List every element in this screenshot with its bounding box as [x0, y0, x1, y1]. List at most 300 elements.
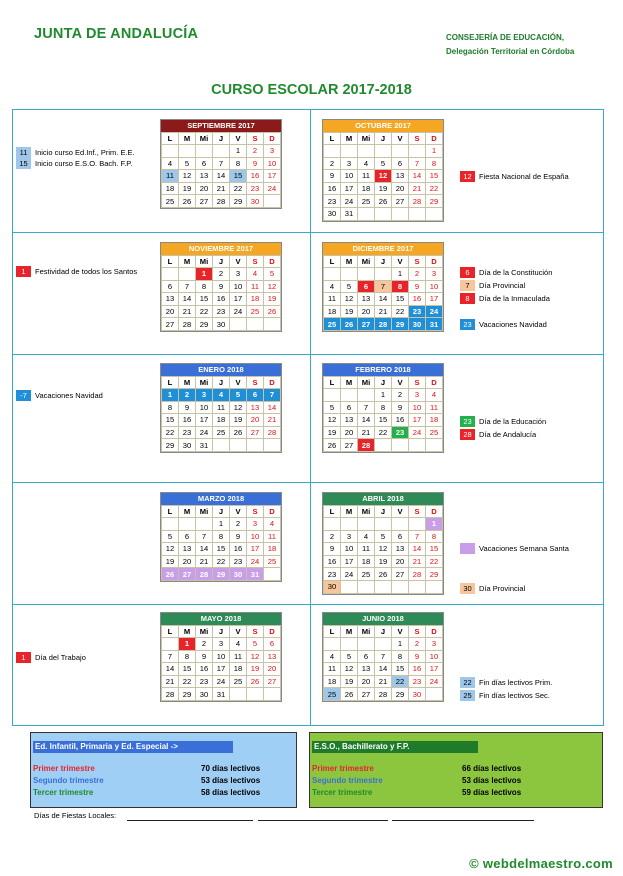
day-cell: 29: [196, 318, 213, 331]
day-cell: 9: [213, 280, 230, 293]
day-cell: 4: [426, 389, 443, 402]
day-cell: 16: [213, 293, 230, 306]
weekday-header: V: [392, 256, 409, 268]
day-cell: 25: [162, 195, 179, 208]
weekday-header: Mi: [358, 377, 375, 389]
empty-day-cell: [179, 145, 196, 158]
day-cell: 16: [392, 414, 409, 427]
day-cell: 23: [230, 555, 247, 568]
day-cell: 16: [179, 414, 196, 427]
day-cell: 20: [264, 663, 281, 676]
frame-divider: [12, 482, 604, 483]
day-cell: 6: [358, 280, 375, 293]
legend-swatch: 1: [16, 266, 31, 277]
legend-text: Día Provincial: [479, 584, 526, 593]
empty-day-cell: [179, 268, 196, 281]
day-cell: 13: [247, 401, 264, 414]
legend-text: Vacaciones Navidad: [35, 391, 103, 400]
month-grid: [323, 132, 443, 221]
empty-day-cell: [358, 207, 375, 220]
summary-row-label: Primer trimestre: [33, 764, 95, 773]
day-cell: 5: [375, 157, 392, 170]
day-cell: 11: [358, 543, 375, 556]
empty-day-cell: [392, 580, 409, 593]
day-cell: 18: [358, 182, 375, 195]
day-cell: 6: [196, 157, 213, 170]
day-cell: 3: [213, 638, 230, 651]
month-header: MAYO 2018: [161, 613, 281, 625]
day-cell: 6: [358, 650, 375, 663]
weekday-header: V: [230, 256, 247, 268]
day-cell: 21: [409, 555, 426, 568]
day-cell: 1: [230, 145, 247, 158]
day-cell: 28: [196, 568, 213, 581]
empty-day-cell: [426, 580, 443, 593]
day-cell: 8: [392, 650, 409, 663]
day-cell: 27: [392, 195, 409, 208]
day-cell: 29: [426, 195, 443, 208]
month-header: OCTUBRE 2017: [323, 120, 443, 132]
day-cell: 15: [392, 663, 409, 676]
weekday-header: L: [324, 506, 341, 518]
day-cell: 29: [392, 318, 409, 331]
day-cell: 28: [409, 195, 426, 208]
day-cell: 24: [341, 568, 358, 581]
day-cell: 2: [213, 268, 230, 281]
day-cell: 1: [196, 268, 213, 281]
day-cell: 1: [392, 638, 409, 651]
day-cell: 4: [324, 650, 341, 663]
day-cell: 4: [358, 157, 375, 170]
day-cell: 13: [392, 543, 409, 556]
legend-item: [460, 280, 525, 291]
day-cell: 17: [426, 663, 443, 676]
day-cell: 5: [264, 268, 281, 281]
weekday-header: J: [375, 133, 392, 145]
day-cell: 27: [358, 688, 375, 701]
month-grid: [161, 625, 281, 701]
day-cell: 27: [358, 318, 375, 331]
day-cell: 29: [179, 688, 196, 701]
empty-day-cell: [375, 207, 392, 220]
summary-primary: [30, 732, 297, 808]
day-cell: 25: [358, 568, 375, 581]
calendar-december: [322, 242, 444, 332]
day-cell: 13: [341, 414, 358, 427]
empty-day-cell: [375, 145, 392, 158]
empty-day-cell: [324, 389, 341, 402]
day-cell: 20: [358, 305, 375, 318]
empty-day-cell: [179, 518, 196, 531]
weekday-header: V: [392, 506, 409, 518]
day-cell: 21: [162, 675, 179, 688]
empty-day-cell: [162, 638, 179, 651]
day-cell: 24: [247, 555, 264, 568]
day-cell: 4: [264, 518, 281, 531]
day-cell: 5: [324, 401, 341, 414]
weekday-header: Mi: [196, 256, 213, 268]
day-cell: 26: [264, 305, 281, 318]
day-cell: 30: [324, 207, 341, 220]
day-cell: 21: [358, 426, 375, 439]
day-cell: 13: [179, 543, 196, 556]
legend-text: Inicio curso E.S.O. Bach. F.P.: [35, 159, 133, 168]
empty-day-cell: [409, 145, 426, 158]
weekday-header: L: [324, 377, 341, 389]
weekday-header: L: [162, 626, 179, 638]
weekday-header: J: [213, 506, 230, 518]
day-cell: 3: [230, 268, 247, 281]
day-cell: 24: [426, 675, 443, 688]
day-cell: 21: [196, 555, 213, 568]
day-cell: 30: [196, 688, 213, 701]
day-cell: 6: [264, 638, 281, 651]
legend-swatch: -7: [16, 390, 31, 401]
weekday-header: J: [213, 133, 230, 145]
day-cell: 3: [409, 389, 426, 402]
day-cell: 4: [162, 157, 179, 170]
weekday-header: M: [341, 377, 358, 389]
weekday-header: L: [162, 133, 179, 145]
day-cell: 9: [247, 157, 264, 170]
summary-row-label: Tercer trimestre: [312, 788, 373, 797]
day-cell: 14: [162, 663, 179, 676]
day-cell: 31: [341, 207, 358, 220]
summary-row-label: Primer trimestre: [312, 764, 374, 773]
day-cell: 22: [426, 182, 443, 195]
day-cell: 7: [409, 530, 426, 543]
local-holiday-line: [258, 820, 388, 821]
local-holiday-line: [127, 820, 253, 821]
day-cell: 21: [264, 414, 281, 427]
empty-day-cell: [426, 688, 443, 701]
footer-copyright: © webdelmaestro.com: [469, 856, 613, 871]
empty-day-cell: [341, 638, 358, 651]
empty-day-cell: [358, 268, 375, 281]
day-cell: 14: [196, 543, 213, 556]
empty-day-cell: [426, 207, 443, 220]
day-cell: 27: [264, 675, 281, 688]
legend-swatch: 12: [460, 171, 475, 182]
day-cell: 24: [341, 195, 358, 208]
day-cell: 8: [426, 157, 443, 170]
day-cell: 1: [213, 518, 230, 531]
day-cell: 2: [247, 145, 264, 158]
calendar-march: [160, 492, 282, 582]
empty-day-cell: [409, 518, 426, 531]
calendar-november: [160, 242, 282, 332]
day-cell: 14: [213, 170, 230, 183]
summary-row-value: 59 días lectivos: [462, 788, 522, 797]
day-cell: 4: [230, 638, 247, 651]
day-cell: 9: [179, 401, 196, 414]
day-cell: 28: [409, 568, 426, 581]
day-cell: 23: [324, 195, 341, 208]
legend-item: [460, 267, 552, 278]
day-cell: 17: [426, 293, 443, 306]
day-cell: 10: [196, 401, 213, 414]
day-cell: 1: [392, 268, 409, 281]
legend-swatch: 6: [460, 267, 475, 278]
day-cell: 8: [392, 280, 409, 293]
month-grid: [161, 255, 281, 331]
weekday-header: V: [230, 133, 247, 145]
day-cell: 7: [375, 280, 392, 293]
day-cell: 22: [375, 426, 392, 439]
day-cell: 14: [409, 170, 426, 183]
day-cell: 15: [162, 414, 179, 427]
day-cell: 21: [179, 305, 196, 318]
legend-item: [16, 390, 103, 401]
weekday-header: D: [426, 626, 443, 638]
legend-text: Fin días lectivos Prim.: [479, 678, 553, 687]
day-cell: 22: [392, 305, 409, 318]
empty-day-cell: [247, 688, 264, 701]
day-cell: 26: [247, 675, 264, 688]
month-header: JUNIO 2018: [323, 613, 443, 625]
day-cell: 10: [426, 280, 443, 293]
day-cell: 23: [247, 182, 264, 195]
empty-day-cell: [392, 145, 409, 158]
day-cell: 18: [358, 555, 375, 568]
day-cell: 12: [247, 650, 264, 663]
legend-item: [16, 266, 137, 277]
empty-day-cell: [358, 638, 375, 651]
day-cell: 26: [324, 439, 341, 452]
day-cell: 1: [426, 518, 443, 531]
day-cell: 17: [213, 663, 230, 676]
day-cell: 6: [179, 530, 196, 543]
calendar-may: [160, 612, 282, 702]
empty-day-cell: [358, 145, 375, 158]
day-cell: 31: [426, 318, 443, 331]
empty-day-cell: [264, 439, 281, 452]
day-cell: 7: [179, 280, 196, 293]
summary-row-label: Tercer trimestre: [33, 788, 94, 797]
weekday-header: S: [247, 626, 264, 638]
day-cell: 2: [324, 157, 341, 170]
course-title: CURSO ESCOLAR 2017-2018: [211, 82, 412, 98]
day-cell: 19: [341, 675, 358, 688]
frame-divider: [12, 232, 604, 233]
legend-text: Día de la Educación: [479, 417, 547, 426]
day-cell: 21: [213, 182, 230, 195]
day-cell: 14: [409, 543, 426, 556]
day-cell: 25: [264, 555, 281, 568]
day-cell: 8: [213, 530, 230, 543]
empty-day-cell: [341, 268, 358, 281]
day-cell: 25: [426, 426, 443, 439]
weekday-header: V: [230, 506, 247, 518]
frame-divider: [12, 354, 604, 355]
day-cell: 6: [392, 530, 409, 543]
weekday-header: J: [375, 626, 392, 638]
day-cell: 13: [264, 650, 281, 663]
day-cell: 12: [264, 280, 281, 293]
day-cell: 11: [426, 401, 443, 414]
day-cell: 28: [179, 318, 196, 331]
day-cell: 25: [230, 675, 247, 688]
day-cell: 3: [341, 157, 358, 170]
day-cell: 14: [375, 663, 392, 676]
day-cell: 19: [230, 414, 247, 427]
day-cell: 7: [358, 401, 375, 414]
day-cell: 17: [230, 293, 247, 306]
day-cell: 28: [358, 439, 375, 452]
calendar-june: [322, 612, 444, 702]
summary-row-value: 53 días lectivos: [201, 776, 261, 785]
empty-day-cell: [426, 439, 443, 452]
weekday-header: L: [162, 256, 179, 268]
legend-text: Día Provincial: [479, 281, 526, 290]
weekday-header: D: [264, 506, 281, 518]
weekday-header: M: [341, 626, 358, 638]
day-cell: 16: [196, 663, 213, 676]
legend-swatch: 7: [460, 280, 475, 291]
weekday-header: S: [247, 256, 264, 268]
summary-row-label: Segundo trimestre: [33, 776, 104, 785]
day-cell: 9: [392, 401, 409, 414]
day-cell: 20: [196, 182, 213, 195]
day-cell: 12: [375, 543, 392, 556]
day-cell: 16: [230, 543, 247, 556]
day-cell: 12: [324, 414, 341, 427]
legend-item: [16, 158, 132, 169]
day-cell: 22: [426, 555, 443, 568]
day-cell: 26: [375, 195, 392, 208]
day-cell: 30: [324, 580, 341, 593]
day-cell: 19: [264, 293, 281, 306]
day-cell: 3: [341, 530, 358, 543]
weekday-header: J: [375, 377, 392, 389]
weekday-header: L: [162, 506, 179, 518]
legend-swatch: 1: [16, 652, 31, 663]
day-cell: 23: [409, 675, 426, 688]
junta-title: JUNTA DE ANDALUCÍA: [34, 26, 199, 42]
day-cell: 2: [409, 638, 426, 651]
day-cell: 11: [324, 663, 341, 676]
empty-day-cell: [409, 439, 426, 452]
weekday-header: D: [426, 506, 443, 518]
day-cell: 31: [247, 568, 264, 581]
day-cell: 22: [213, 555, 230, 568]
day-cell: 13: [358, 293, 375, 306]
day-cell: 30: [213, 318, 230, 331]
day-cell: 22: [179, 675, 196, 688]
empty-day-cell: [392, 518, 409, 531]
day-cell: 23: [409, 305, 426, 318]
weekday-header: D: [264, 133, 281, 145]
day-cell: 28: [213, 195, 230, 208]
day-cell: 7: [213, 157, 230, 170]
day-cell: 17: [247, 543, 264, 556]
weekday-header: M: [179, 506, 196, 518]
day-cell: 23: [196, 675, 213, 688]
day-cell: 15: [213, 543, 230, 556]
day-cell: 8: [426, 530, 443, 543]
day-cell: 23: [324, 568, 341, 581]
day-cell: 2: [324, 530, 341, 543]
day-cell: 12: [179, 170, 196, 183]
legend-text: Inicio curso Ed.Inf., Prim. E.E.: [35, 148, 135, 157]
day-cell: 8: [375, 401, 392, 414]
month-header: DICIEMBRE 2017: [323, 243, 443, 255]
day-cell: 13: [196, 170, 213, 183]
day-cell: 19: [247, 663, 264, 676]
weekday-header: V: [392, 626, 409, 638]
legend-swatch: 23: [460, 319, 475, 330]
empty-day-cell: [358, 580, 375, 593]
empty-day-cell: [375, 580, 392, 593]
day-cell: 22: [230, 182, 247, 195]
day-cell: 17: [196, 414, 213, 427]
weekday-header: D: [264, 626, 281, 638]
consejeria-block: [446, 31, 574, 59]
day-cell: 20: [341, 426, 358, 439]
day-cell: 12: [162, 543, 179, 556]
day-cell: 5: [179, 157, 196, 170]
day-cell: 10: [213, 650, 230, 663]
day-cell: 20: [392, 182, 409, 195]
legend-text: Fin días lectivos Sec.: [479, 691, 550, 700]
weekday-header: J: [375, 506, 392, 518]
month-grid: [323, 255, 443, 331]
day-cell: 6: [341, 401, 358, 414]
empty-day-cell: [264, 195, 281, 208]
calendar-february: [322, 363, 444, 453]
day-cell: 12: [341, 293, 358, 306]
day-cell: 10: [247, 530, 264, 543]
legend-item: [460, 429, 536, 440]
day-cell: 29: [213, 568, 230, 581]
day-cell: 4: [213, 389, 230, 402]
weekday-header: L: [324, 626, 341, 638]
day-cell: 30: [179, 439, 196, 452]
empty-day-cell: [230, 318, 247, 331]
day-cell: 18: [426, 414, 443, 427]
day-cell: 1: [375, 389, 392, 402]
day-cell: 3: [426, 268, 443, 281]
day-cell: 26: [162, 568, 179, 581]
delegacion-line: Delegación Territorial en Córdoba: [446, 47, 575, 56]
legend-swatch: 23: [460, 416, 475, 427]
day-cell: 20: [247, 414, 264, 427]
summary-row-value: 58 días lectivos: [201, 788, 261, 797]
day-cell: 18: [230, 663, 247, 676]
weekday-header: D: [264, 377, 281, 389]
day-cell: 8: [230, 157, 247, 170]
day-cell: 18: [264, 543, 281, 556]
day-cell: 2: [230, 518, 247, 531]
day-cell: 27: [196, 195, 213, 208]
weekday-header: S: [409, 377, 426, 389]
day-cell: 2: [179, 389, 196, 402]
empty-day-cell: [247, 318, 264, 331]
day-cell: 17: [341, 182, 358, 195]
day-cell: 18: [324, 675, 341, 688]
summary-row-value: 66 días lectivos: [462, 764, 522, 773]
day-cell: 28: [375, 688, 392, 701]
legend-text: Día del Trabajo: [35, 653, 86, 662]
day-cell: 30: [409, 688, 426, 701]
weekday-header: S: [247, 377, 264, 389]
month-header: FEBRERO 2018: [323, 364, 443, 376]
empty-day-cell: [213, 145, 230, 158]
day-cell: 4: [358, 530, 375, 543]
day-cell: 9: [409, 650, 426, 663]
day-cell: 19: [341, 305, 358, 318]
day-cell: 7: [375, 650, 392, 663]
